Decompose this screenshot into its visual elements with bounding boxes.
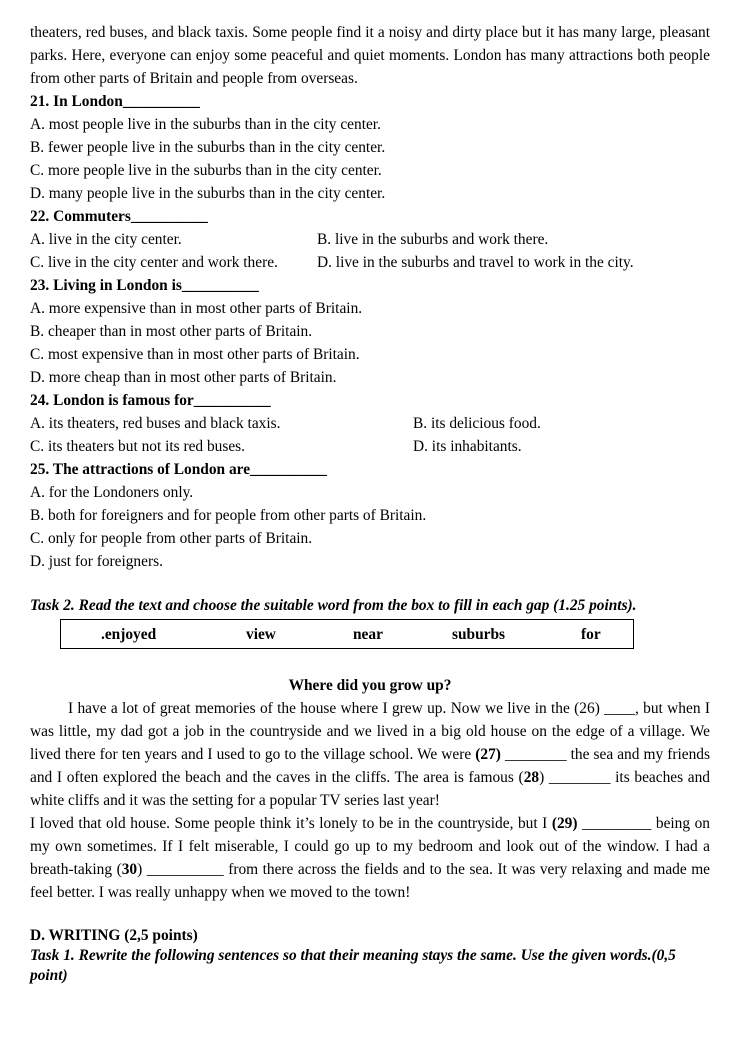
word-box-item: view — [246, 625, 276, 643]
q24-option-a: A. its theaters, red buses and black taxis. — [30, 415, 281, 432]
word-box-item: suburbs — [452, 625, 506, 643]
word-box — [60, 619, 634, 649]
worksheet-page — [30, 21, 710, 986]
gap-29-number: (29) — [551, 815, 578, 832]
q22-option-b: B. live in the suburbs and work there. — [317, 231, 549, 248]
gap-26-number: (26) — [574, 700, 600, 717]
q22-options-row-2 — [30, 251, 710, 274]
q22-option-a: A. live in the city center. — [30, 231, 182, 248]
q24-options-row-1 — [30, 412, 710, 435]
story-text: I loved that old house. Some people think it’s lonely to be in the countryside, but I — [30, 815, 552, 832]
q24-options-row-2 — [30, 435, 710, 458]
question-23-stem: 23. Living in London is__________ — [30, 277, 259, 294]
question-22-stem: 22. Commuters__________ — [30, 208, 208, 225]
q22-option-d: D. live in the suburbs and travel to work in the city. — [317, 254, 634, 271]
q21-option-b: B. fewer people live in the suburbs than in the city center. — [30, 139, 386, 156]
q22-options-row-1 — [30, 228, 710, 251]
q25-option-c: C. only for people from other parts of Britain. — [30, 530, 313, 547]
story-text: ) __________ from there across the fields and to the sea. It was very relaxing and made me feel better. I was really unhappy when we moved to the town! — [30, 861, 711, 901]
story-text: ) ________ its beaches and white cliffs and it was the setting for a popular TV series last year! — [30, 769, 710, 809]
q23-option-d: D. more cheap than in most other parts of Britain. — [30, 369, 337, 386]
word-box-item: near — [353, 625, 383, 643]
story-text: ____, but when I was little, my dad got a job in the countryside and we lived in a big old house on the edge of a village. We lived there for ten years and I used to go to the village school. We were — [30, 700, 710, 763]
story-paragraph-2 — [30, 812, 710, 904]
q21-option-c: C. more people live in the suburbs than in the city center. — [30, 162, 382, 179]
reading-passage-end: theaters, red buses, and black taxis. Some people find it a noisy and dirty place but it has many large, pleasant parks. Here, everyone can enjoy some peaceful and quiet moments. London has many attractions both people from other parts of Britain and people from overseas. — [30, 24, 710, 87]
story-text: ________ the sea and my friends and I often explored the beach and the caves in the cliffs. The area is famous ( — [30, 746, 710, 786]
q21-option-a: A. most people live in the suburbs than in the city center. — [30, 116, 381, 133]
q25-option-d: D. just for foreigners. — [30, 553, 163, 570]
q23-option-c: C. most expensive than in most other parts of Britain. — [30, 346, 360, 363]
q23-option-b: B. cheaper than in most other parts of Britain. — [30, 323, 313, 340]
q25-option-b: B. both for foreigners and for people from other parts of Britain. — [30, 507, 427, 524]
q22-option-c: C. live in the city center and work there. — [30, 254, 278, 271]
question-24-stem: 24. London is famous for__________ — [30, 392, 271, 409]
question-25-stem: 25. The attractions of London are__________ — [30, 461, 327, 478]
gap-27-number: (27) — [475, 746, 501, 763]
writing-task1-instruction: Task 1. Rewrite the following sentences so that their meaning stays the same. Use the given words.(0,5 point) — [30, 947, 676, 984]
q24-option-d: D. its inhabitants. — [413, 438, 522, 455]
story-text: I have a lot of great memories of the house where I grew up. Now we live in the — [68, 700, 575, 717]
q23-option-a: A. more expensive than in most other parts of Britain. — [30, 300, 363, 317]
word-box-item: .enjoyed — [101, 625, 157, 643]
story-paragraph-1 — [30, 697, 710, 812]
story-title: Where did you grow up? — [288, 677, 452, 694]
q24-option-b: B. its delicious food. — [413, 415, 541, 432]
writing-section-heading: D. WRITING (2,5 points) — [30, 927, 198, 944]
q24-option-c: C. its theaters but not its red buses. — [30, 438, 246, 455]
story-text: _________ being on my own sometimes. If I felt miserable, I could go up to my bedroom and look out of the window. I had a breath-taking ( — [30, 815, 711, 878]
q25-option-a: A. for the Londoners only. — [30, 484, 194, 501]
gap-28-number: 28 — [523, 769, 540, 786]
gap-30-number: 30 — [121, 861, 138, 878]
q21-option-d: D. many people live in the suburbs than in the city center. — [30, 185, 386, 202]
task2-instruction: Task 2. Read the text and choose the suitable word from the box to fill in each gap (1.25 points). — [30, 597, 637, 614]
question-21-stem: 21. In London__________ — [30, 93, 200, 110]
word-box-item: for — [581, 625, 601, 643]
